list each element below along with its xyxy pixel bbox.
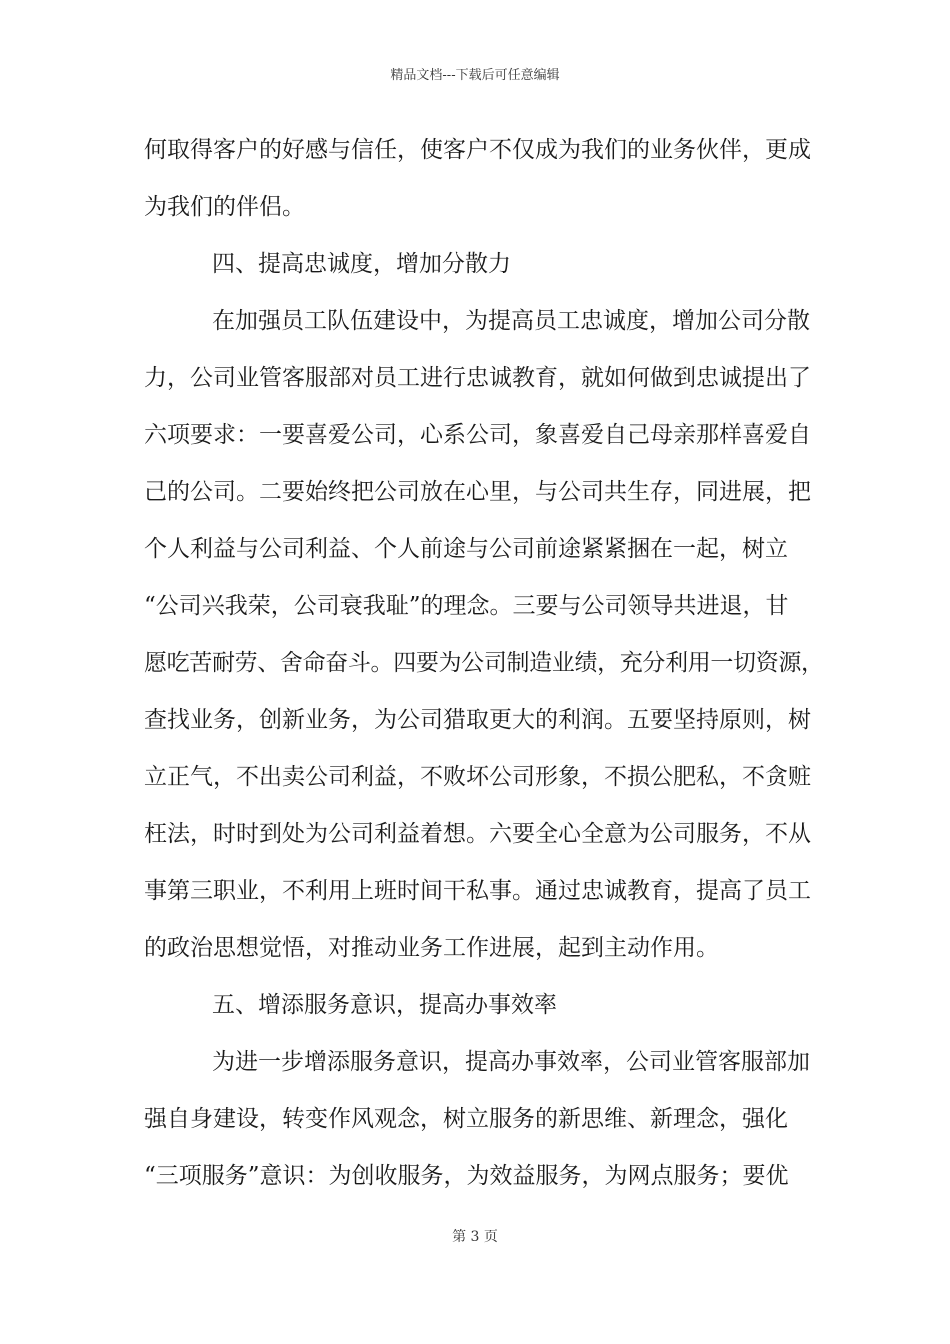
paragraph-line: 力，公司业管客服部对员工进行忠诚教育，就如何做到忠诚提出了	[144, 365, 811, 391]
paragraph-line: 六项要求：一要喜爱公司，心系公司，象喜爱自己母亲那样喜爱自	[144, 422, 811, 448]
paragraph-line: 为我们的伴侣。	[144, 194, 305, 220]
page-number: 第 3 页	[452, 1229, 498, 1245]
paragraph-line: 事第三职业，不利用上班时间干私事。通过忠诚教育，提高了员工	[144, 878, 811, 904]
paragraph-line: 个人利益与公司利益、个人前途与公司前途紧紧捆在一起，树立	[144, 536, 788, 562]
paragraph-line: 为进一步增添服务意识，提高办事效率，公司业管客服部加	[212, 1049, 810, 1075]
paragraph-line: 强自身建设，转变作风观念，树立服务的新思维、新理念，强化	[144, 1106, 788, 1132]
paragraph-line: “公司兴我荣，公司衰我耻”的理念。三要与公司领导共进退，甘	[144, 593, 789, 619]
paragraph-line: 的政治思想觉悟，对推动业务工作进展，起到主动作用。	[144, 935, 719, 961]
body-text	[144, 122, 824, 1205]
paragraph-line: 何取得客户的好感与信任，使客户不仅成为我们的业务伙伴，更成	[144, 137, 811, 163]
section-heading: 五、增添服务意识，提高办事效率	[212, 992, 557, 1018]
paragraph-line: 在加强员工队伍建设中，为提高员工忠诚度，增加公司分散	[212, 308, 810, 334]
page-header: 精品文档---下载后可任意编辑	[390, 68, 560, 83]
paragraph-line: 己的公司。二要始终把公司放在心里，与公司共生存，同进展，把	[144, 479, 811, 505]
section-heading: 四、提高忠诚度，增加分散力	[212, 251, 511, 277]
paragraph-line: 愿吃苦耐劳、舍命奋斗。四要为公司制造业绩，充分利用一切资源，	[144, 650, 824, 676]
paragraph-line: 枉法，时时到处为公司利益着想。六要全心全意为公司服务，不从	[144, 821, 811, 847]
paragraph-line: 查找业务，创新业务，为公司猎取更大的利润。五要坚持原则，树	[144, 707, 811, 733]
paragraph-line: “三项服务”意识：为创收服务，为效益服务，为网点服务；要优	[144, 1163, 789, 1189]
paragraph-line: 立正气，不出卖公司利益，不败坏公司形象，不损公肥私，不贪赃	[144, 764, 811, 790]
